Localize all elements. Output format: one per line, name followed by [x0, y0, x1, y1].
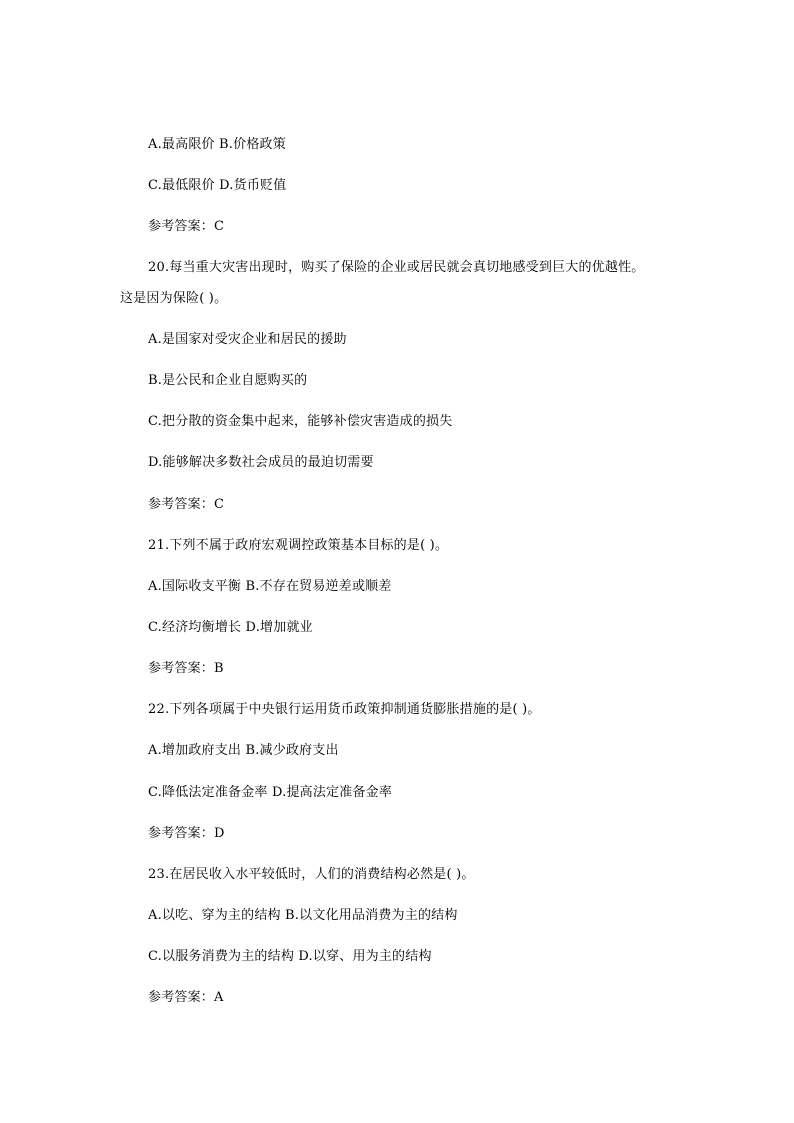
- q22-stem: 22.下列各项属于中央银行运用货币政策抑制通货膨胀措施的是( )。: [148, 702, 541, 717]
- q22-answer: 参考答案：D: [148, 826, 225, 841]
- q20-option-d: D.能够解决多数社会成员的最迫切需要: [148, 455, 374, 470]
- q21-stem: 21.下列不属于政府宏观调控政策基本目标的是( )。: [148, 538, 449, 553]
- q20-answer: 参考答案：C: [148, 497, 225, 512]
- q19-option-ab: A.最高限价 B.价格政策: [148, 137, 286, 152]
- q23-stem: 23.在居民收入水平较低时，人们的消费结构必然是( )。: [148, 867, 475, 882]
- q20-option-b: B.是公民和企业自愿购买的: [148, 373, 308, 388]
- q23-answer: 参考答案：A: [148, 990, 224, 1005]
- q21-option-cd: C.经济均衡增长 D.增加就业: [148, 620, 313, 635]
- q23-option-ab: A.以吃、穿为主的结构 B.以文化用品消费为主的结构: [148, 908, 458, 923]
- q22-option-cd: C.降低法定准备金率 D.提高法定准备金率: [148, 785, 393, 800]
- q23-option-cd: C.以服务消费为主的结构 D.以穿、用为主的结构: [148, 949, 432, 964]
- q20-option-a: A.是国家对受灾企业和居民的援助: [148, 332, 347, 347]
- q20-stem-line1: 20.每当重大灾害出现时，购买了保险的企业或居民就会真切地感受到巨大的优越性。: [148, 260, 645, 275]
- q21-answer: 参考答案：B: [148, 661, 224, 676]
- q19-answer: 参考答案：C: [148, 219, 225, 234]
- q19-option-cd: C.最低限价 D.货币贬值: [148, 178, 287, 193]
- q22-option-ab: A.增加政府支出 B.减少政府支出: [148, 743, 339, 758]
- q20-stem-line2: 这是因为保险( )。: [120, 291, 228, 306]
- q20-option-c: C.把分散的资金集中起来，能够补偿灾害造成的损失: [148, 414, 453, 429]
- q21-option-ab: A.国际收支平衡 B.不存在贸易逆差或顺差: [148, 579, 392, 594]
